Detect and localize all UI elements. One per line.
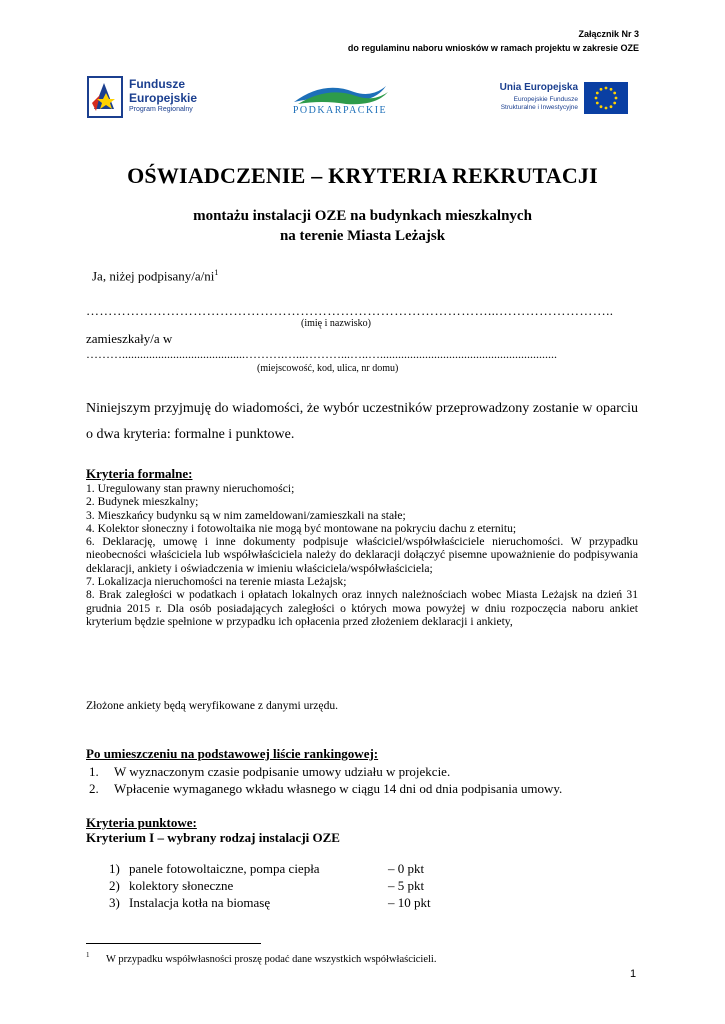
points-option-number: 3) (109, 895, 120, 910)
address-dotted-line: ……….........................................……….…...………...…..…........................................................... (86, 347, 557, 361)
points-option-number: 1) (109, 861, 120, 876)
fe-logo-line3: Program Regionalny (129, 106, 193, 113)
eu-flag-icon (584, 82, 628, 114)
formal-criterion: 4. Kolektor słoneczny i fotowoltaika nie mogą być montowane na pokryciu dachu z eternitu; (86, 521, 517, 535)
formal-criterion: 3. Mieszkańcy budynku są w nim zameldowani/zamieszkali na stałe; (86, 508, 406, 522)
footnote-text: W przypadku współwłasności proszę podać dane wszystkich współwłaścicieli. (106, 954, 437, 965)
formal-criterion: 2. Budynek mieszkalny; (86, 495, 199, 509)
points-option-label: kolektory słoneczne (129, 878, 234, 893)
ranking-item (89, 764, 450, 780)
unia-europejska-logo (478, 78, 628, 118)
formal-criterion: 8. Brak zaległości w podatkach i opłatach lokalnych oraz innych należnościach wobec Miasta Leżajsk na dzień 31 grudnia 2015 r. Dla osób posiadających zaległości o których mowa powyżej w dniu rozpoczęcia naboru ankiet kryterium będzie spełnione w przypadku ich opłacenia przed złożeniem deklaracji i ankiety, (86, 588, 638, 628)
points-option-value: – 10 pkt (388, 895, 431, 910)
declarant-intro (92, 268, 218, 284)
podkarpackie-hills-icon (284, 78, 396, 106)
subtitle-line2: na terenie Miasta Leżajsk (279, 228, 446, 244)
footnote-reference: 1 (214, 268, 219, 277)
ranking-item-text: W wyznaczonym czasie podpisanie umowy udziału w projekcie. (114, 764, 451, 779)
attachment-description: do regulaminu naboru wniosków w ramach projektu w zakresie OZE (347, 43, 639, 53)
ranking-item (89, 781, 562, 797)
intro-paragraph: Niniejszym przyjmuję do wiadomości, że wybór uczestników przeprowadzony zostanie w oparciu o dwa kryteria: formalne i punktowe. (86, 401, 638, 442)
residence-label: zamieszkały/a w (86, 331, 173, 346)
ranking-item-number: 2. (89, 781, 99, 796)
address-caption: (miejscowość, kod, ulica, nr domu) (257, 363, 399, 374)
fundusze-europejskie-emblem-icon (86, 73, 126, 121)
page-number: 1 (630, 968, 637, 980)
ue-logo-line3: Strukturalne i Inwestycyjne (500, 104, 578, 111)
name-caption: (imię i nazwisko) (301, 318, 371, 329)
fe-logo-line2: Europejskie (129, 91, 198, 105)
attachment-number: Załącznik Nr 3 (578, 29, 639, 39)
fe-logo-line1: Fundusze (129, 77, 185, 91)
formal-criterion: 6. Deklarację, umowę i inne dokumenty podpisuje właściciel/współwłaściciele nieruchomości. W przypadku nieobecności właściciela lub współwłaściciela należy do deklaracji dołączyć pisemne upoważnienie do podpisywania deklaracji, ankiety i oświadczenia w imieniu właściciela/współwłaściciela; (86, 535, 638, 575)
formal-criterion: 1. Uregulowany stan prawny nieruchomości; (86, 482, 295, 495)
points-criteria-heading: Kryteria punktowe: (86, 815, 197, 830)
footnote-separator (86, 943, 261, 944)
formal-criterion: 7. Lokalizacja nieruchomości na terenie miasta Leżajsk; (86, 575, 347, 589)
points-option-value: – 5 pkt (388, 878, 425, 893)
ue-logo-line1: Unia Europejska (499, 82, 578, 93)
ranking-heading: Po umieszczeniu na podstawowej liście rankingowej: (86, 746, 379, 761)
points-option-number: 2) (109, 878, 120, 893)
podkarpackie-text: PODKARPACKIE (292, 105, 388, 116)
criterion-1-title: Kryterium I – wybrany rodzaj instalacji OZE (86, 830, 340, 845)
ue-logo-line2: Europejskie Fundusze (513, 96, 578, 103)
points-option-label: Instalacja kotła na biomasę (129, 895, 271, 910)
podkarpackie-logo (284, 78, 396, 120)
subtitle-line1: montażu instalacji OZE na budynkach mieszkalnych (193, 208, 532, 224)
formal-criteria-heading: Kryteria formalne: (86, 466, 193, 481)
points-option-value: – 0 pkt (388, 861, 425, 876)
fundusze-europejskie-logo (86, 73, 216, 123)
document-title: OŚWIADCZENIE – KRYTERIA REKRUTACJI (127, 163, 598, 188)
verification-note: Złożone ankiety będą weryfikowane z danymi urzędu. (86, 699, 339, 712)
formal-criteria-list (86, 482, 638, 628)
name-dotted-line: ………………………………………………………………………………...…………………….. (86, 303, 614, 318)
points-option-label: panele fotowoltaiczne, pompa ciepła (129, 861, 320, 876)
footnote-number: 1 (86, 951, 90, 959)
ranking-item-number: 1. (89, 764, 99, 779)
declarant-intro-text: Ja, niżej podpisany/a/ni (92, 268, 215, 284)
ranking-item-text: Wpłacenie wymaganego wkładu własnego w ciągu 14 dni od dnia podpisania umowy. (114, 781, 563, 796)
